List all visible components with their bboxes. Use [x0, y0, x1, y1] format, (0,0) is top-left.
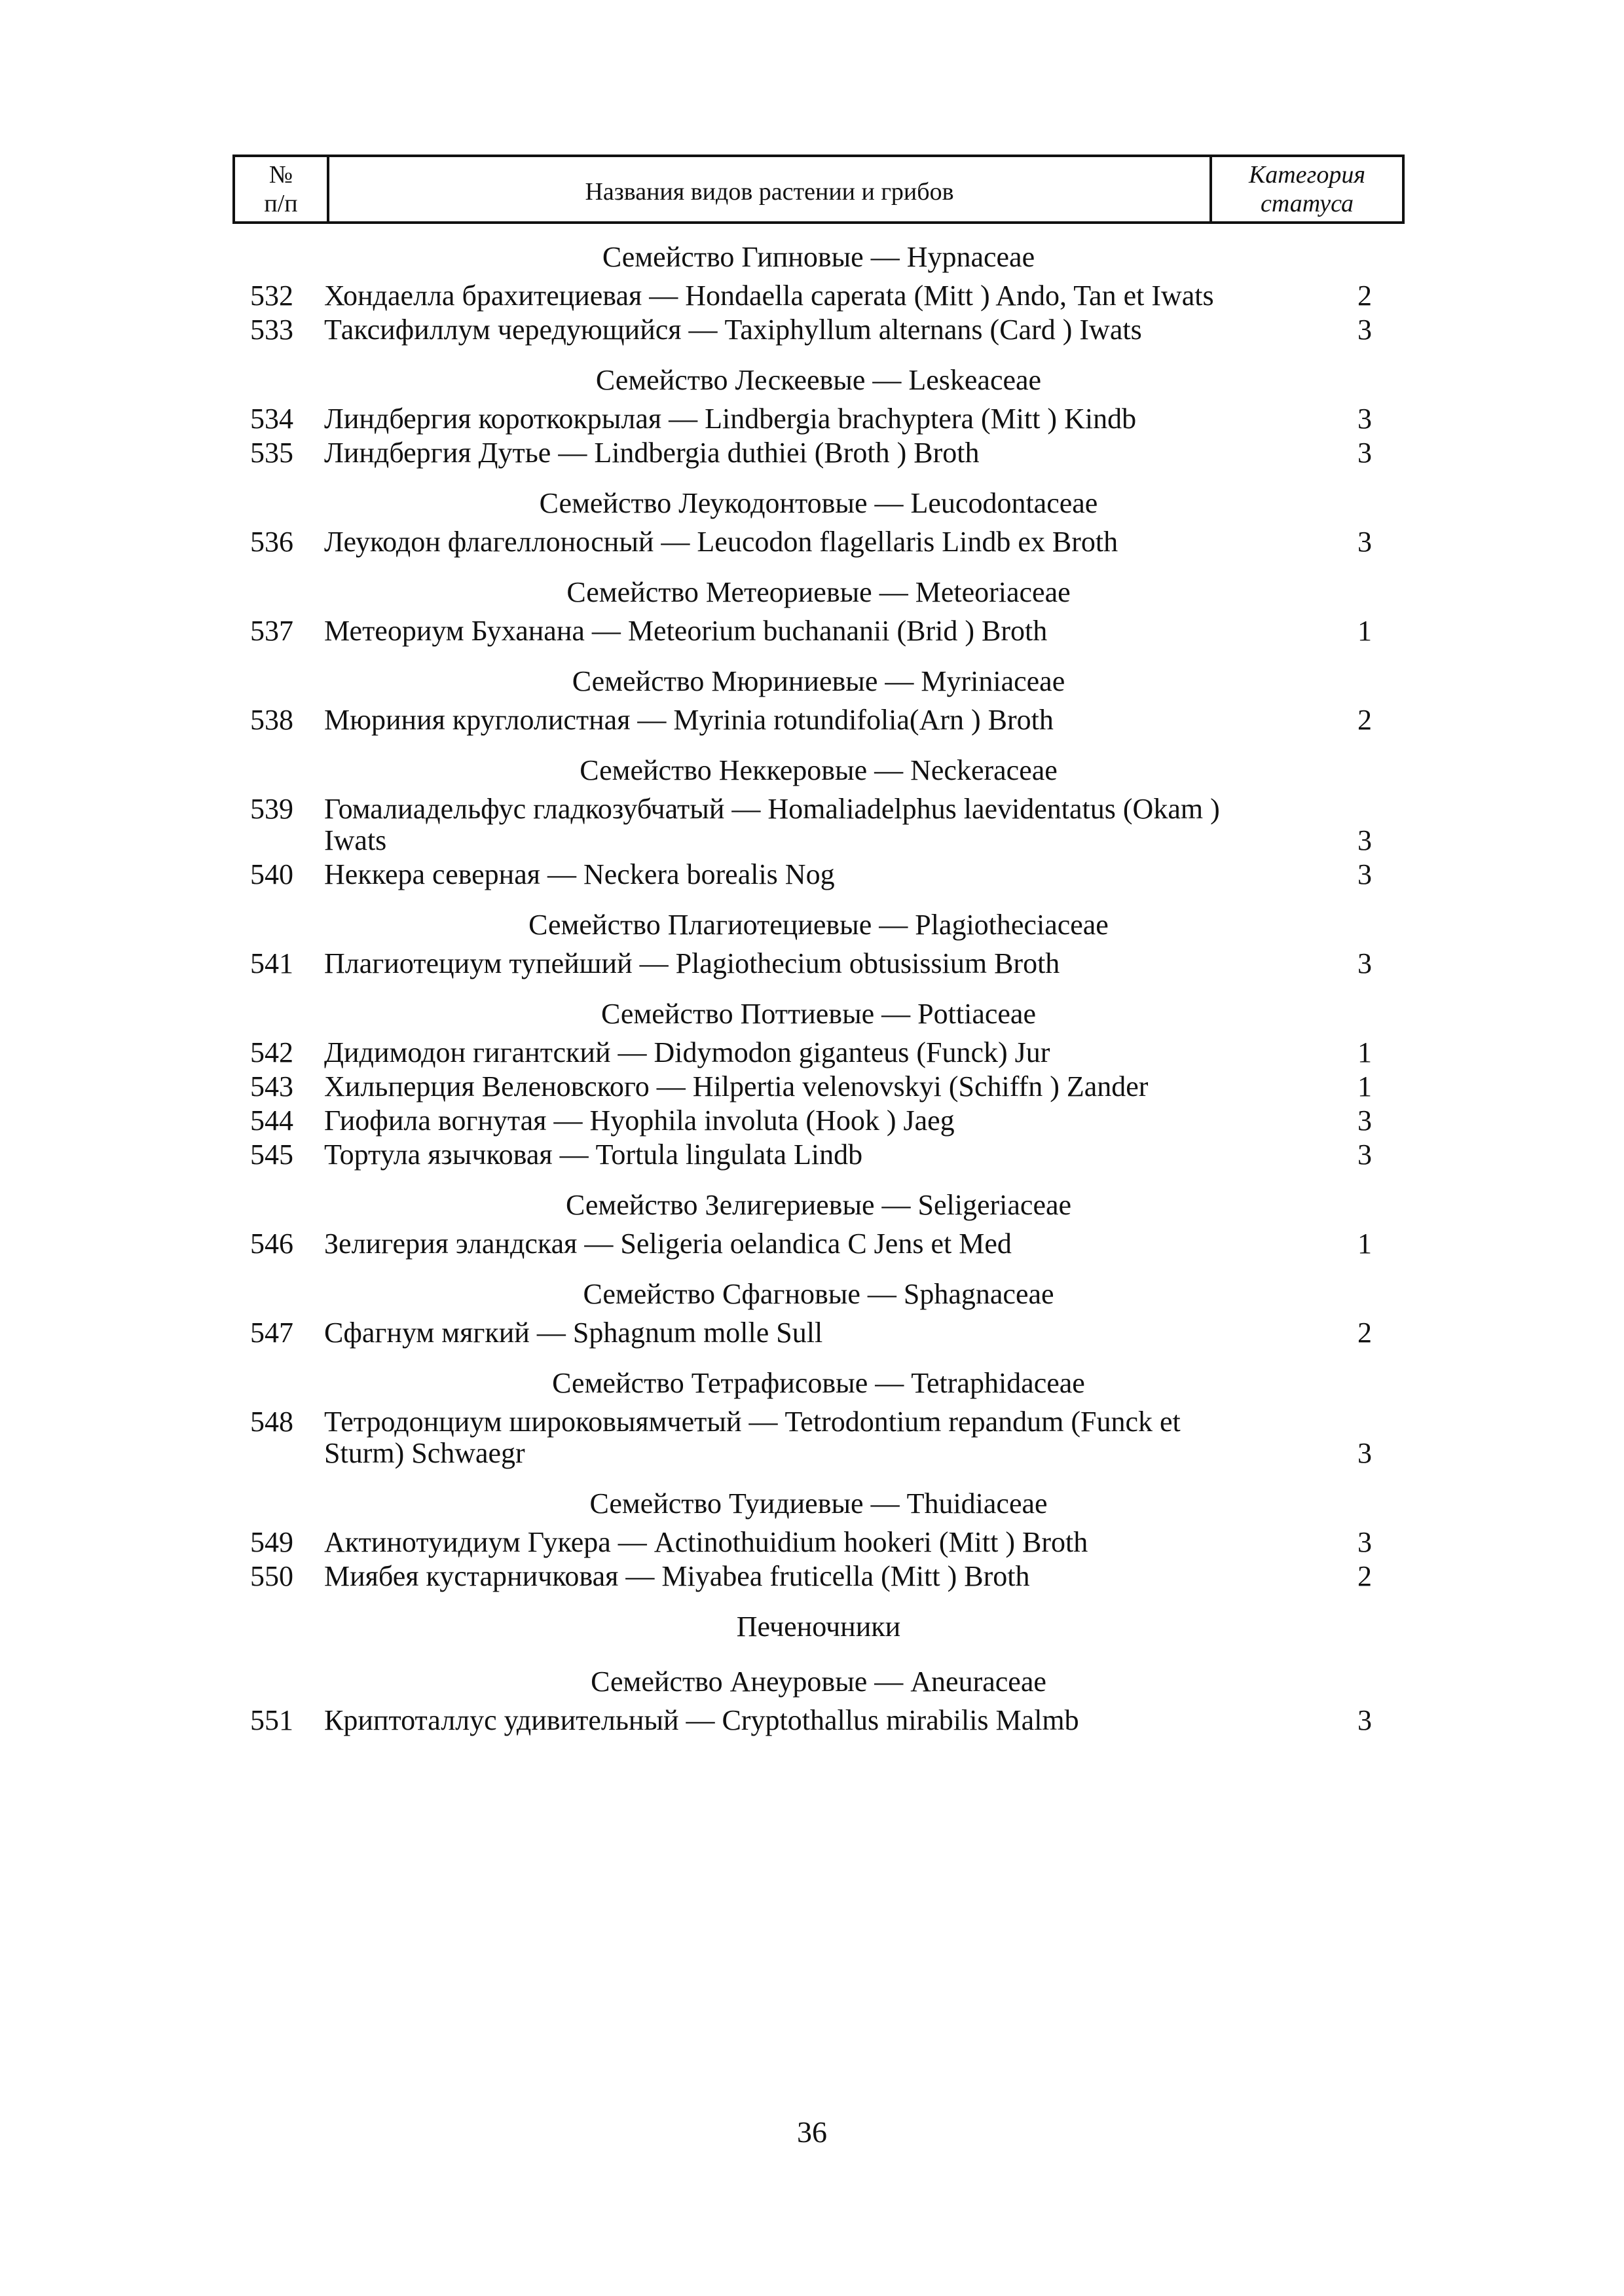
species-row — [232, 704, 1405, 736]
status-category: 3 — [1357, 858, 1372, 890]
species-number: 534 — [250, 403, 293, 435]
header-name-column: Названия видов растении и грибов — [327, 157, 1209, 221]
table-header — [232, 155, 1405, 224]
family-heading: Семейство Поттиевые — Pottiaceae — [601, 998, 1036, 1030]
species-name: Метеориум Буханана — Meteorium buchananii (Brid ) Broth — [324, 615, 1048, 647]
status-category: 2 — [1357, 280, 1372, 312]
header-category-line1: Категория — [1248, 161, 1366, 189]
status-category: 1 — [1357, 615, 1372, 647]
status-category: 3 — [1357, 314, 1372, 346]
species-name: Таксифиллум чередующийся — Taxiphyllum alternans (Card ) Iwats — [324, 314, 1142, 346]
species-number: 543 — [250, 1070, 293, 1102]
species-number: 544 — [250, 1104, 293, 1137]
species-name: Тортула язычковая — Tortula lingulata Lindb — [324, 1139, 863, 1171]
family-heading: Семейство Гипновые — Hypnaceae — [602, 241, 1035, 273]
family-heading: Семейство Туидиевые — Thuidiaceae — [589, 1487, 1048, 1520]
species-number: 532 — [250, 280, 293, 312]
family-heading: Семейство Леукодонтовые — Leucodontaceae — [539, 487, 1098, 519]
species-name: Линдбергия короткокрылая — Lindbergia brachyptera (Mitt ) Kindb — [324, 403, 1137, 435]
species-row — [232, 437, 1405, 469]
family-heading: Семейство Плагиотециевые — Plagiotheciaceae — [528, 909, 1109, 941]
status-category: 1 — [1357, 1036, 1372, 1068]
species-number: 542 — [250, 1036, 293, 1068]
header-number-column — [235, 157, 327, 221]
status-category: 3 — [1357, 403, 1372, 435]
species-name: Зелигерия эландская — Seligeria oelandica C Jens et Med — [324, 1228, 1012, 1260]
species-number: 546 — [250, 1228, 293, 1260]
section-title: Печеночники — [736, 1611, 901, 1643]
species-name: Неккера северная — Neckera borealis Nog — [324, 858, 835, 890]
status-category: 1 — [1357, 1228, 1372, 1260]
species-row — [232, 1105, 1405, 1137]
species-list — [232, 237, 1405, 1736]
species-number: 536 — [250, 526, 293, 558]
species-row — [232, 1071, 1405, 1102]
species-name: Гомалиадельфус гладкозубчатый — Homaliadelphus laevidentatus (Okam ) Iwats — [324, 793, 1220, 856]
species-number: 535 — [250, 437, 293, 469]
family-heading: Семейство Анеуровые — Aneuraceae — [591, 1666, 1046, 1698]
family-heading: Семейство Сфагновые — Sphagnaceae — [583, 1278, 1054, 1310]
species-name: Гиофила вогнутая — Hyophila involuta (Hook ) Jaeg — [324, 1104, 955, 1137]
species-name: Мюриния круглолистная — Myrinia rotundifolia(Arn ) Broth — [324, 704, 1054, 736]
species-name: Леукодон флагеллоносный — Leucodon flagellaris Lindb ex Broth — [324, 526, 1118, 558]
species-row — [232, 948, 1405, 979]
status-category: 2 — [1357, 704, 1372, 736]
header-category-line2: статуса — [1260, 190, 1354, 217]
family-heading: Семейство Мюриниевые — Myriniaceae — [572, 665, 1065, 697]
header-number-abbrev: п/п — [264, 190, 298, 217]
species-name: Миябея кустарничковая — Miyabea fruticella (Mitt ) Broth — [324, 1560, 1030, 1592]
species-row — [232, 1406, 1405, 1469]
species-row — [232, 615, 1405, 647]
species-number: 540 — [250, 858, 293, 890]
status-category: 3 — [1357, 947, 1372, 979]
status-category: 3 — [1357, 437, 1372, 469]
species-number: 533 — [250, 314, 293, 346]
header-number-sign: № — [268, 161, 293, 189]
status-category: 3 — [1357, 526, 1372, 558]
species-number: 541 — [250, 947, 293, 979]
document-page — [232, 155, 1405, 1739]
species-number: 537 — [250, 615, 293, 647]
species-name: Криптоталлус удивительный — Cryptothallus mirabilis Malmb — [324, 1704, 1079, 1736]
species-row — [232, 1139, 1405, 1171]
species-name: Линдбергия Дутье — Lindbergia duthiei (Broth ) Broth — [324, 437, 980, 469]
status-category: 3 — [1357, 1139, 1372, 1171]
family-heading: Семейство Зелигериевые — Seligeriaceae — [565, 1189, 1072, 1221]
species-number: 545 — [250, 1139, 293, 1171]
species-row — [232, 1228, 1405, 1260]
status-category: 3 — [1357, 824, 1372, 856]
species-row — [232, 403, 1405, 435]
status-category: 2 — [1357, 1560, 1372, 1592]
species-number: 539 — [250, 793, 293, 825]
species-name: Плагиотециум тупейший — Plagiothecium obtusissium Broth — [324, 947, 1060, 979]
species-number: 547 — [250, 1317, 293, 1349]
species-number: 549 — [250, 1526, 293, 1558]
status-category: 2 — [1357, 1317, 1372, 1349]
species-name: Хондаелла брахитециевая — Hondaella caperata (Mitt ) Ando, Tan et Iwats — [324, 280, 1214, 312]
species-row — [232, 526, 1405, 558]
status-category: 3 — [1357, 1104, 1372, 1137]
species-row — [232, 314, 1405, 346]
header-category-column — [1209, 157, 1402, 221]
status-category: 1 — [1357, 1070, 1372, 1102]
family-heading: Семейство Тетрафисовые — Tetraphidaceae — [552, 1367, 1085, 1399]
species-name: Хильперция Веленовского — Hilpertia velenovskyi (Schiffn ) Zander — [324, 1070, 1149, 1102]
status-category: 3 — [1357, 1437, 1372, 1469]
species-name: Тетродонциум широковыямчетый — Tetrodontium repandum (Funck et Sturm) Schwaegr — [324, 1406, 1181, 1469]
species-row — [232, 1037, 1405, 1068]
species-row — [232, 1317, 1405, 1349]
species-name: Актинотуидиум Гукера — Actinothuidium hookeri (Mitt ) Broth — [324, 1526, 1088, 1558]
species-name: Дидимодон гигантский — Didymodon giganteus (Funck) Jur — [324, 1036, 1050, 1068]
species-row — [232, 793, 1405, 856]
species-number: 548 — [250, 1406, 293, 1438]
species-name: Сфагнум мягкий — Sphagnum molle Sull — [324, 1317, 823, 1349]
species-row — [232, 1561, 1405, 1592]
species-number: 551 — [250, 1704, 293, 1736]
family-heading: Семейство Неккеровые — Neckeraceae — [580, 754, 1058, 786]
status-category: 3 — [1357, 1704, 1372, 1736]
species-row — [232, 859, 1405, 890]
status-category: 3 — [1357, 1526, 1372, 1558]
page-number: 36 — [797, 2115, 827, 2149]
family-heading: Семейство Лескеевые — Leskeaceae — [595, 364, 1042, 396]
family-heading: Семейство Метеориевые — Meteoriaceae — [566, 576, 1071, 608]
species-row — [232, 280, 1405, 312]
species-row — [232, 1527, 1405, 1558]
species-number: 538 — [250, 704, 293, 736]
species-number: 550 — [250, 1560, 293, 1592]
species-row — [232, 1705, 1405, 1736]
